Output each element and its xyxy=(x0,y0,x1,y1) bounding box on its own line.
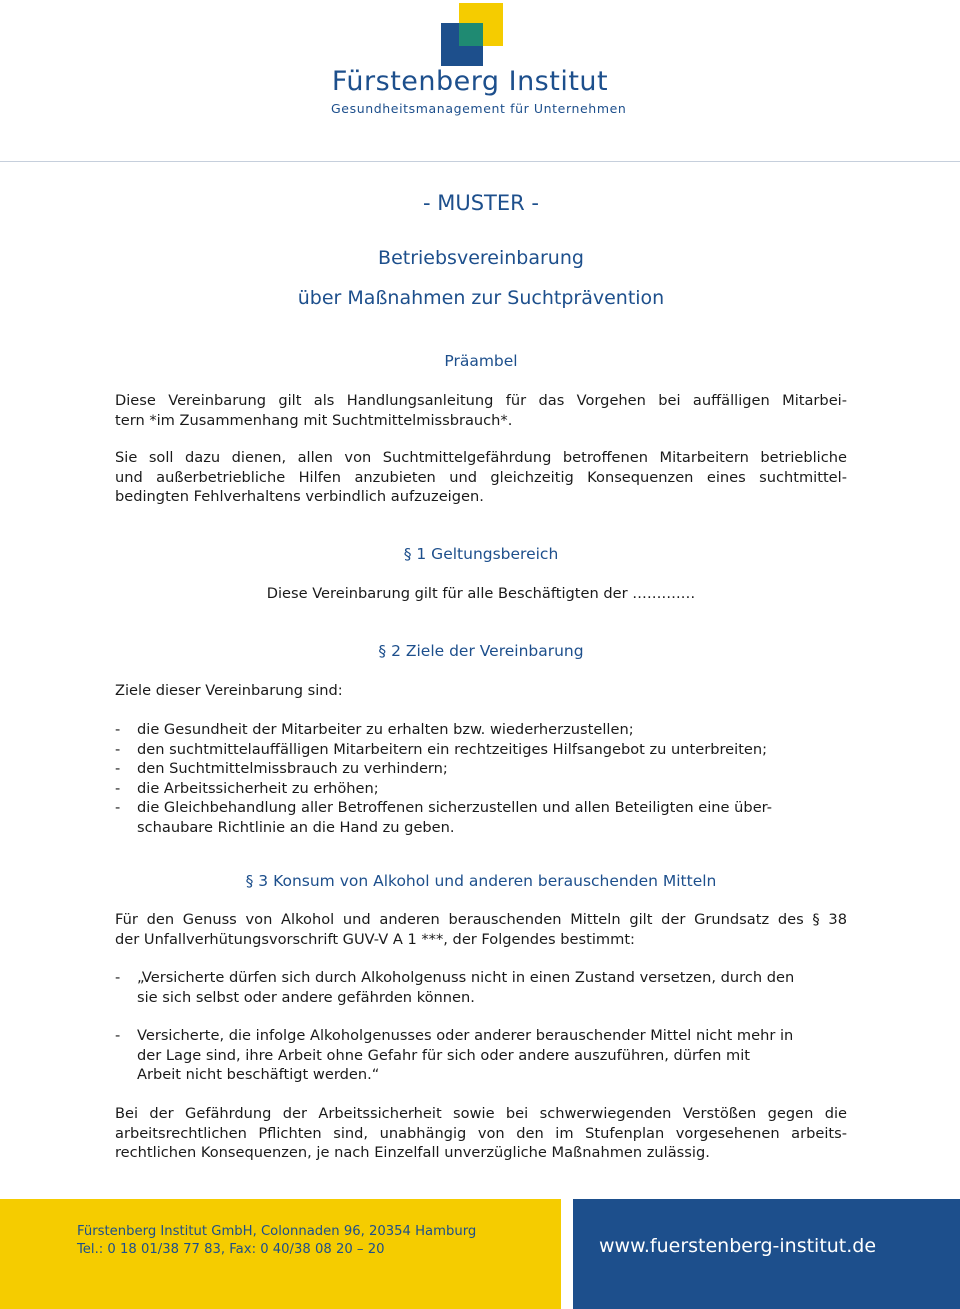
text-line: und außerbetriebliche Hilfen anzubieten und gleichzeitig Konsequenzen eines suchtmittel- xyxy=(115,468,847,486)
text-line: Sie soll dazu dienen, allen von Suchtmittelgefährdung betroffenen Mitarbeitern betriebliche xyxy=(115,449,847,466)
text-line: der Unfallverhütungsvorschrift GUV-V A 1 ***, der Folgendes bestimmt: xyxy=(115,930,635,948)
section-3-heading: § 3 Konsum von Alkohol und anderen berauschenden Mitteln xyxy=(245,872,717,890)
header-logo xyxy=(0,0,960,160)
list-item-text: Versicherte, die infolge Alkoholgenusses oder anderer berauschender Mittel nicht mehr in xyxy=(137,1027,794,1044)
list-item-text: den suchtmittelauffälligen Mitarbeitern ein rechtzeitiges Hilfsangebot zu unterbreiten; xyxy=(137,740,768,758)
text-line: Diese Vereinbarung gilt als Handlungsanleitung für das Vorgehen bei auffälligen Mitarbei- xyxy=(115,392,847,409)
text-line: bedingten Fehlverhaltens verbindlich aufzuzeigen. xyxy=(115,488,484,505)
list-item xyxy=(115,759,847,779)
logo-square-overlap xyxy=(459,23,483,46)
preamble-paragraph-1 xyxy=(115,391,847,430)
section-3-closing xyxy=(115,1104,847,1163)
header-divider xyxy=(0,161,960,162)
text-line: Bei der Gefährdung der Arbeitssicherheit sowie bei schwerwiegenden Verstößen gegen die xyxy=(115,1105,847,1122)
footer-phone: Tel.: 0 18 01/38 77 83, Fax: 0 40/38 08 20 – 20 xyxy=(77,1242,385,1257)
section-3-intro xyxy=(115,910,847,949)
text-line: rechtlichen Konsequenzen, je nach Einzelfall unverzügliche Maßnahmen zulässig. xyxy=(115,1144,710,1161)
list-item xyxy=(115,968,847,1007)
list-item-text: sie sich selbst oder andere gefährden können. xyxy=(137,988,475,1006)
muster-label: - MUSTER - xyxy=(422,191,539,215)
section-2-heading: § 2 Ziele der Vereinbarung xyxy=(378,642,584,660)
section-2-goal-list xyxy=(115,720,847,837)
section-3-quote-item-2 xyxy=(115,1026,847,1085)
preamble-paragraph-2 xyxy=(115,448,847,507)
footer-address-block xyxy=(77,1223,476,1259)
list-dash: - xyxy=(115,799,121,816)
list-item-text: den Suchtmittelmissbrauch zu verhindern; xyxy=(137,760,448,777)
list-item-text: schaubare Richtlinie an die Hand zu geben. xyxy=(137,818,455,836)
section-2-intro: Ziele dieser Vereinbarung sind: xyxy=(115,682,343,699)
brand-squares-logo xyxy=(441,3,503,66)
section-3-quote-item-1 xyxy=(115,968,847,1007)
list-item xyxy=(115,720,847,740)
footer-website-link[interactable]: www.fuerstenberg-institut.de xyxy=(599,1235,877,1257)
list-item-text: die Arbeitssicherheit zu erhöhen; xyxy=(137,779,379,797)
section-1-heading: § 1 Geltungsbereich xyxy=(403,545,559,563)
brand-tagline: Gesundheitsmanagement für Unternehmen xyxy=(331,101,627,116)
list-item-text: der Lage sind, ihre Arbeit ohne Gefahr für sich oder andere auszuführen, dürfen mit xyxy=(137,1046,751,1064)
footer-gap xyxy=(561,1199,573,1309)
list-dash: - xyxy=(115,721,121,738)
list-dash: - xyxy=(115,779,121,797)
list-item-text: die Gleichbehandlung aller Betroffenen sicherzustellen und allen Beteiligten eine über- xyxy=(137,799,772,816)
preamble-heading: Präambel xyxy=(444,352,518,370)
text-line: arbeitsrechtlichen Pflichten sind, unabhängig von den im Stufenplan vorgesehenen arbeits- xyxy=(115,1124,847,1142)
list-dash: - xyxy=(115,740,121,758)
text-line: tern *im Zusammenhang mit Suchtmittelmissbrauch*. xyxy=(115,411,513,429)
list-item xyxy=(115,798,847,837)
list-dash: - xyxy=(115,969,121,986)
list-item-text: Arbeit nicht beschäftigt werden.“ xyxy=(137,1066,380,1083)
document-title: Betriebsvereinbarung xyxy=(378,247,584,269)
list-dash: - xyxy=(115,760,121,777)
list-dash: - xyxy=(115,1027,121,1044)
footer-address: Fürstenberg Institut GmbH, Colonnaden 96, 20354 Hamburg xyxy=(77,1224,477,1239)
list-item-text: „Versicherte dürfen sich durch Alkoholgenuss nicht in einen Zustand versetzen, durch den xyxy=(137,969,795,986)
text-line: Für den Genuss von Alkohol und anderen berauschenden Mitteln gilt der Grundsatz des § 38 xyxy=(115,911,847,928)
section-1-text: Diese Vereinbarung gilt für alle Beschäftigten der ……….… xyxy=(266,585,696,602)
list-item-text: die Gesundheit der Mitarbeiter zu erhalten bzw. wiederherzustellen; xyxy=(137,721,634,738)
brand-name: Fürstenberg Institut xyxy=(331,66,609,97)
list-item xyxy=(115,1026,847,1085)
document-subtitle: über Maßnahmen zur Suchtprävention xyxy=(297,287,665,309)
list-item xyxy=(115,740,847,760)
list-item xyxy=(115,779,847,799)
